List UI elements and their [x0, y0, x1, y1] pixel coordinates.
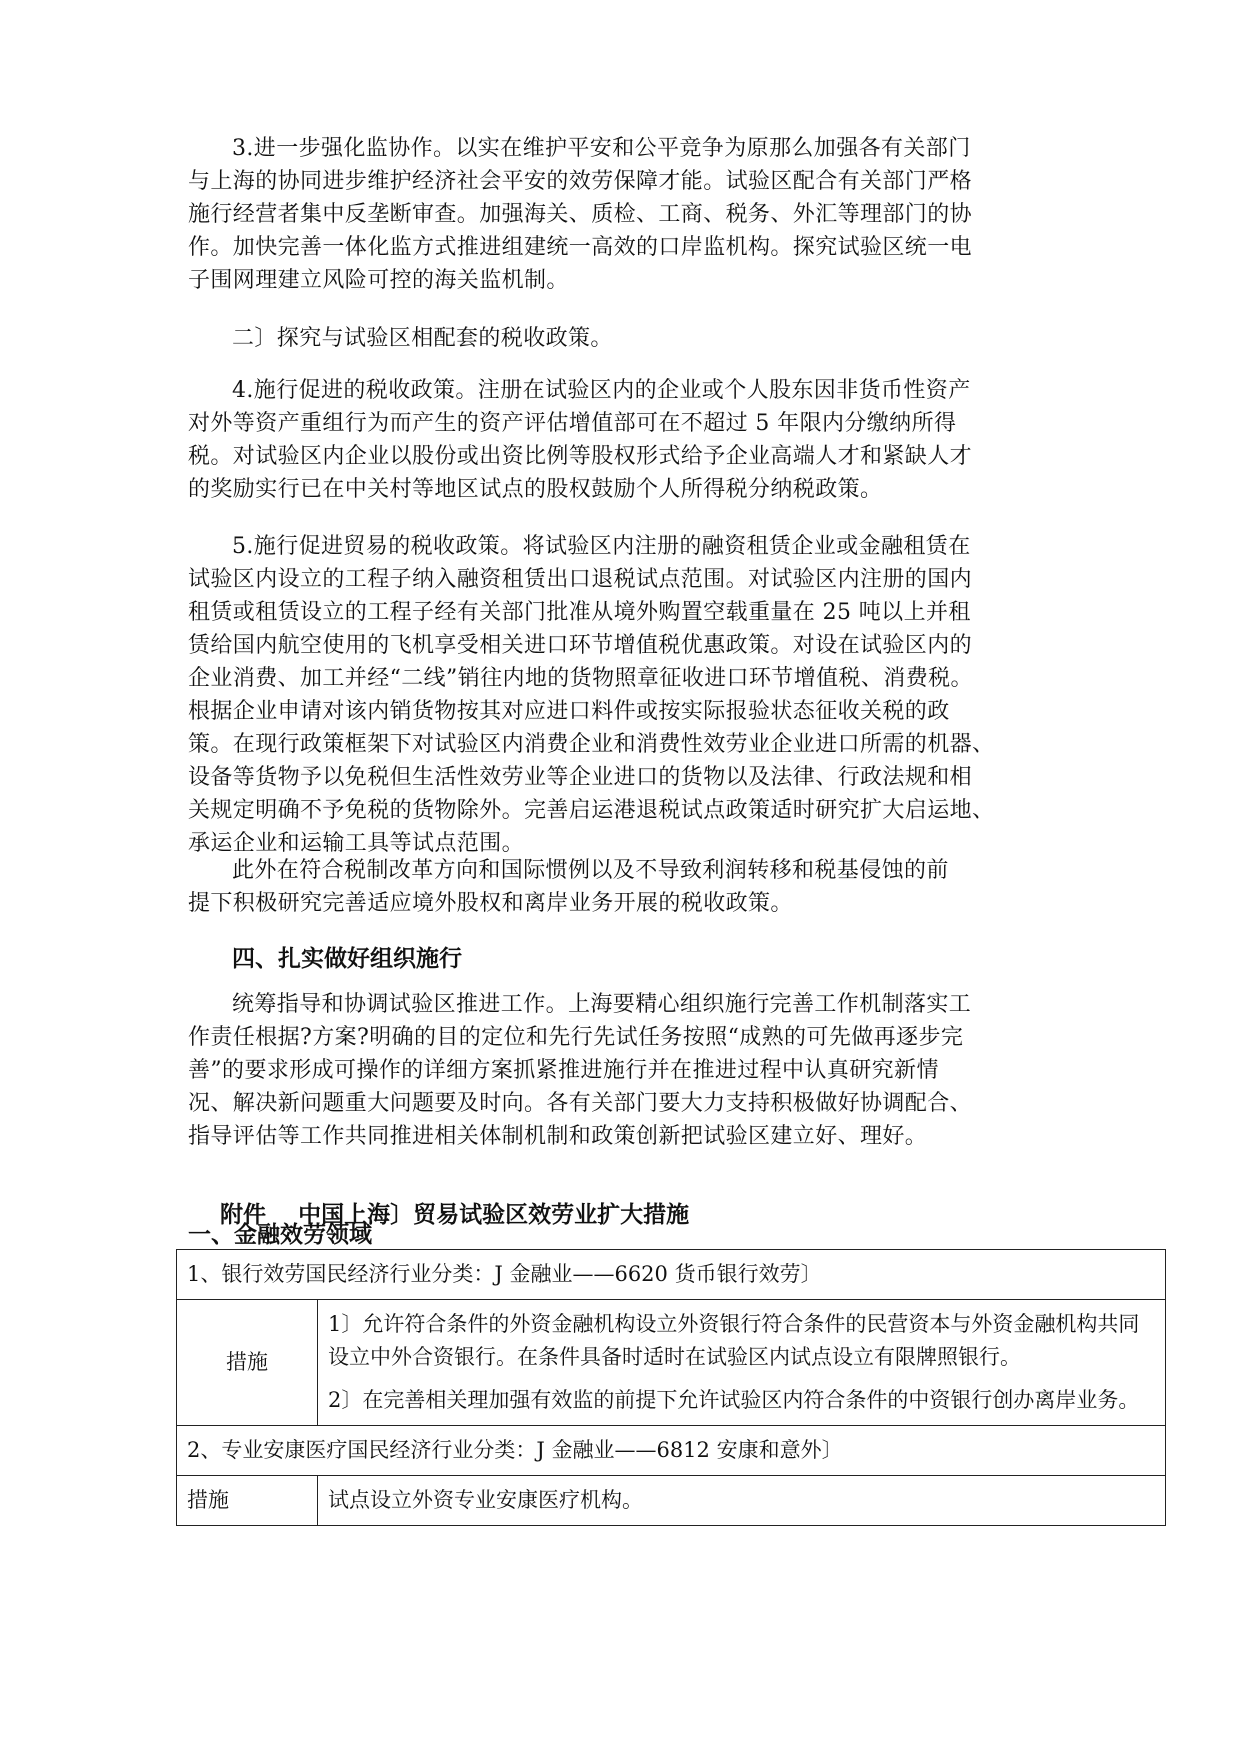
measure-content-cell: 试点设立外资专业安康医疗机构。 — [318, 1476, 1166, 1526]
measures-table — [176, 1249, 1166, 1526]
measure-item: 1〕允许符合条件的外资金融机构设立外资银行符合条件的民营资本与外资金融机构共同设立中外合资银行。在条件具备时适时在试验区内试点设立有限牌照银行。 — [328, 1312, 1140, 1369]
text-line: 善”的要求形成可操作的详细方案抓紧推进施行并在推进过程中认真研究新情 — [188, 1058, 939, 1083]
measure-label-cell: 措施 — [177, 1476, 318, 1526]
text-line: 与上海的协同进步维护经济社会平安的效劳保障才能。试验区配合有关部门严格 — [188, 169, 973, 194]
text-line: 税。对试验区内企业以股份或出资比例等股权形式给予企业高端人才和紧缺人才 — [188, 444, 973, 469]
measure-content-cell — [318, 1300, 1166, 1426]
table-row — [177, 1476, 1166, 1526]
category-cell: 2、专业安康医疗国民经济行业分类：J 金融业——6812 安康和意外〕 — [177, 1426, 1166, 1476]
text-line: 作。加快完善一体化监方式推进组建统一高效的口岸监机构。探究试验区统一电 — [188, 235, 973, 260]
table-row — [177, 1426, 1166, 1476]
text-line: 策。在现行政策框架下对试验区内消费企业和消费性效劳业企业进口所需的机器、 — [188, 732, 995, 757]
table-row — [177, 1250, 1166, 1300]
paragraph-7 — [188, 988, 1100, 1153]
text-line: 此外在符合税制改革方向和国际惯例以及不导致利润转移和税基侵蚀的前 — [232, 858, 949, 883]
finance-section-heading: 一、金融效劳领域 — [188, 1222, 372, 1248]
measure-item: 2〕在完善相关理加强有效监的前提下允许试验区内符合条件的中资银行创办离岸业务。 — [328, 1388, 1140, 1412]
text-line: 统筹指导和协调试验区推进工作。上海要精心组织施行完善工作机制落实工 — [232, 992, 972, 1017]
text-line: 的奖励实行已在中关村等地区试点的股权鼓励个人所得税分纳税政策。 — [188, 477, 883, 502]
text-line: 况、解决新问题重大问题要及时向。各有关部门要大力支持积极做好协调配合、 — [188, 1091, 973, 1116]
text-line: 赁给国内航空使用的飞机享受相关进口环节增值税优惠政策。对设在试验区内的 — [188, 633, 973, 658]
text-line: 4.施行促进的税收政策。注册在试验区内的企业或个人股东因非货币性资产 — [232, 378, 971, 403]
measure-label-cell: 措施 — [177, 1300, 318, 1426]
text-line: 指导评估等工作共同推进相关体制机制和政策创新把试验区建立好、理好。 — [188, 1124, 928, 1149]
paragraph-4 — [188, 374, 1100, 506]
paragraph-6 — [188, 854, 1100, 920]
text-line: 作责任根据?方案?明确的目的定位和先行先试任务按照“成熟的可先做再逐步完 — [188, 1025, 964, 1050]
text-line: 根据企业申请对该内销货物按其对应进口料件或按实际报验状态征收关税的政 — [188, 699, 950, 724]
text-line: 关规定明确不予免税的货物除外。完善启运港退税试点政策适时研究扩大启运地、 — [188, 798, 995, 823]
text-line: 租赁或租赁设立的工程子经有关部门批准从境外购置空载重量在 25 吨以上并租 — [188, 600, 971, 625]
text-line: 试验区内设立的工程子纳入融资租赁出口退税试点范围。对试验区内注册的国内 — [188, 567, 973, 592]
attachment-title: 中国上海〕贸易试验区效劳业扩大措施 — [298, 1202, 690, 1228]
text-line: 3.进一步强化监协作。以实在维护平安和公平竞争为原那么加强各有关部门 — [232, 136, 971, 161]
text-line: 提下积极研究完善适应境外股权和离岸业务开展的税收政策。 — [188, 891, 793, 916]
text-line: 子围网理建立风险可控的海关监机制。 — [188, 268, 569, 293]
text-line: 对外等资产重组行为而产生的资产评估增值部可在不超过 5 年限内分缴纳所得 — [188, 411, 957, 436]
section-4-heading: 四、扎实做好组织施行 — [232, 946, 462, 972]
text-line: 承运企业和运输工具等试点范围。 — [188, 831, 525, 856]
text-line: 二〕探究与试验区相配套的税收政策。 — [232, 326, 613, 351]
text-line: 5.施行促进贸易的税收政策。将试验区内注册的融资租赁企业或金融租赁在 — [232, 534, 971, 559]
table-row — [177, 1300, 1166, 1426]
category-cell: 1、银行效劳国民经济行业分类：J 金融业——6620 货币银行效劳〕 — [177, 1250, 1166, 1300]
paragraph-3 — [188, 132, 1100, 297]
paragraph-5 — [188, 530, 1100, 860]
text-line: 施行经营者集中反垄断审查。加强海关、质检、工商、税务、外汇等理部门的协 — [188, 202, 973, 227]
text-line: 企业消费、加工并经“二线”销往内地的货物照章征收进口环节增值税、消费税。 — [188, 666, 973, 691]
attachment-label: 附件 — [220, 1202, 267, 1228]
section-2-heading — [188, 322, 1100, 355]
text-line: 设备等货物予以免税但生活性效劳业等企业进口的货物以及法律、行政法规和相 — [188, 765, 973, 790]
